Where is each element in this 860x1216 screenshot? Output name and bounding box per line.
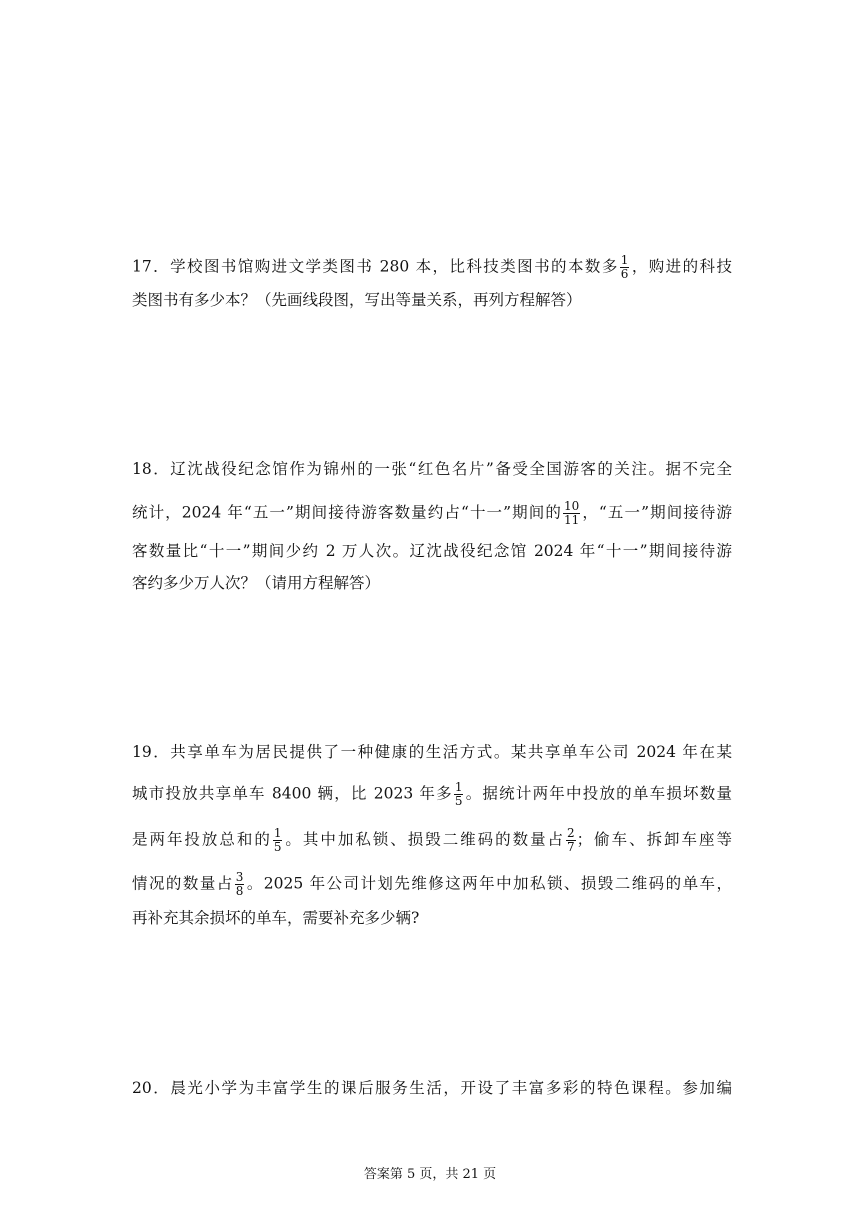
q19-text: 。其中加私锁、损毁二维码的数量占 — [283, 830, 566, 849]
fraction: $\frac{1}{5}$ — [454, 780, 463, 808]
q19-line-2 — [132, 781, 732, 808]
q19-text: 。2025 年公司计划先维修这两年中加私锁、损毁二维码的单车， — [245, 874, 732, 893]
q18-line-4: 客约多少万人次？（请用方程解答） — [132, 574, 381, 592]
q18-text: ，“五一”期间接待游 — [581, 503, 732, 522]
q17-text: ，购进的科技 — [630, 257, 732, 276]
q19-line-1: 19．共享单车为居民提供了一种健康的生活方式。某共享单车公司 2024 年在某 — [132, 743, 732, 761]
q20-line-1: 20．晨光小学为丰富学生的课后服务生活，开设了丰富多彩的特色课程。参加编 — [132, 1079, 732, 1097]
fraction: $\frac{3}{8}$ — [235, 870, 244, 898]
q19-text: 。据统计两年中投放的单车损坏数量 — [464, 784, 732, 803]
q19-text: 情况的数量占 — [132, 874, 234, 893]
fraction: $\frac{2}{7}$ — [567, 826, 575, 854]
q18-line-2 — [132, 500, 732, 527]
q17-line-1 — [132, 254, 732, 281]
q19-text: ；偷车、拆卸车座等 — [576, 830, 732, 849]
q17-text: 17．学校图书馆购进文学类图书 280 本，比科技类图书的本数多 — [132, 257, 619, 276]
fraction: $\frac{1}{6}$ — [620, 253, 629, 281]
q19-line-5: 再补充其余损坏的单车，需要补充多少辆? — [132, 909, 420, 927]
page-footer: 答案第 5 页，共 21 页 — [363, 1167, 497, 1182]
q19-line-4 — [132, 871, 732, 898]
q18-line-1: 18．辽沈战役纪念馆作为锦州的一张“红色名片”备受全国游客的关注。据不完全 — [132, 460, 732, 478]
q17-line-2: 类图书有多少本？（先画线段图，写出等量关系，再列方程解答） — [132, 291, 582, 309]
q19-text: 城市投放共享单车 8400 辆，比 2023 年多 — [132, 784, 453, 803]
q19-text: 是两年投放总和的 — [132, 830, 272, 849]
fraction: $\frac{1}{5}$ — [273, 826, 282, 854]
q18-line-3: 客数量比“十一”期间少约 2 万人次。辽沈战役纪念馆 2024 年“十一”期间接待游 — [132, 542, 732, 560]
q18-text: 统计，2024 年“五一”期间接待游客数量约占“十一”期间的 — [132, 503, 562, 522]
q19-line-3 — [132, 827, 732, 854]
fraction: $\frac{10}{11}$ — [563, 499, 580, 527]
